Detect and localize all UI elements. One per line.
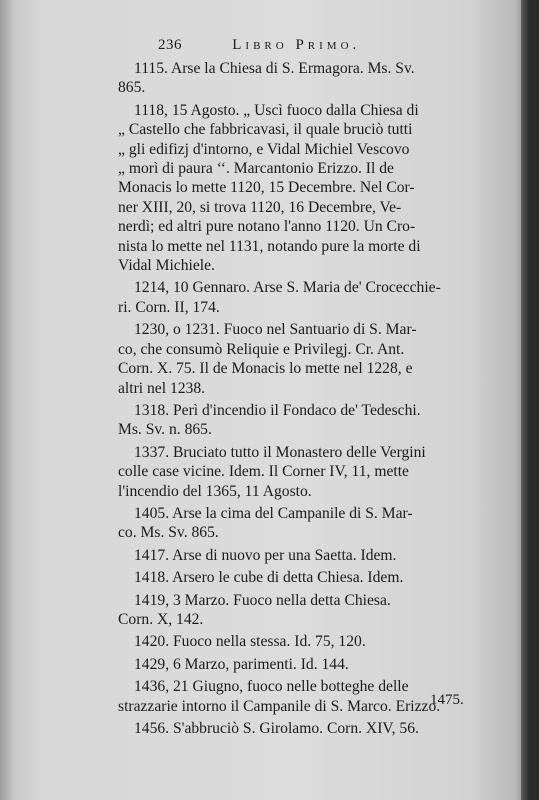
- running-title: Libro Primo.: [232, 37, 361, 53]
- entry-line: altri nel 1238.: [118, 379, 206, 397]
- entry-line: „ Castello che fabbricavasi, il quale bruciò tutti: [118, 121, 413, 139]
- entry-line: nerdì; ed altri pure notano l'anno 1120. Un Cro-: [118, 218, 416, 236]
- entry-line: Ms. Sv. n. 865.: [118, 421, 212, 439]
- entry-line: 1420. Fuoco nella stessa. Id. 75, 120.: [134, 633, 366, 651]
- entry-line: 1456. S'abbruciò S. Girolamo. Corn. XIV, 56.: [134, 720, 419, 737]
- entry-line: 1436, 21 Giugno, fuoco nelle botteghe delle: [134, 678, 409, 696]
- chronology-entry: [118, 632, 516, 651]
- chronology-entry: [118, 655, 516, 674]
- entry-line: 1419, 3 Marzo. Fuoco nella detta Chiesa.: [134, 591, 391, 609]
- entry-line: ner XIII, 20, si trova 1120, 16 Decembre, Ve-: [118, 198, 402, 216]
- chronology-entry: [118, 59, 516, 98]
- entry-line: 1418. Arsero le cube di detta Chiesa. Idem.: [134, 569, 404, 587]
- catchword: 1475.: [430, 692, 464, 708]
- entry-line: co. Ms. Sv. 865.: [118, 524, 219, 542]
- entry-line: colle case vicine. Idem. Il Corner IV, 11, mette: [118, 463, 409, 481]
- entry-line: strazzarie intorno il Campanile di S. Marco. Erizzo.: [118, 697, 441, 715]
- chronology-entries: [118, 59, 516, 738]
- chronology-entry: [118, 401, 516, 440]
- entry-line: l'incendio del 1365, 11 Agosto.: [118, 482, 312, 500]
- entry-line: Corn. X, 142.: [118, 610, 204, 628]
- running-header: [158, 36, 516, 56]
- entry-line: ri. Corn. II, 174.: [118, 298, 220, 316]
- entry-line: 1115. Arse la Chiesa di S. Ermagora. Ms. Sv.: [134, 60, 415, 77]
- chronology-entry: [118, 504, 516, 543]
- entry-line: 1405. Arse la cima del Campanile di S. Mar-: [134, 504, 413, 522]
- entry-line: 1118, 15 Agosto. „ Uscì fuoco dalla Chiesa di: [134, 101, 419, 119]
- entry-line: Monacis lo mette 1120, 15 Decembre. Nel Cor-: [118, 179, 415, 197]
- entry-line: 1230, o 1231. Fuoco nel Santuario di S. Mar-: [134, 321, 417, 339]
- entry-line: 865.: [118, 79, 146, 97]
- page-edge-shadow: [521, 0, 530, 800]
- entry-line: co, che consumò Reliquie e Privilegj. Cr. Ant.: [118, 340, 405, 358]
- entry-line: Corn. X. 75. Il de Monacis lo mette nel 1228, e: [118, 360, 413, 378]
- entry-line: „ gli edifizj d'intorno, e Vidal Michiel Vescovo: [118, 140, 410, 158]
- entry-line: „ morì di paura ‘‘. Marcantonio Erizzo. Il de: [118, 160, 394, 178]
- entry-line: nista lo mette nel 1131, notando pure la morte di: [118, 237, 421, 255]
- entry-line: 1214, 10 Gennaro. Arse S. Maria de' Crocecchie-: [134, 279, 441, 297]
- chronology-entry: [118, 719, 516, 738]
- chronology-entry: [118, 320, 516, 398]
- entry-line: 1429, 6 Marzo, parimenti. Id. 144.: [134, 655, 349, 673]
- chronology-entry: [118, 568, 516, 587]
- page-text-block: [118, 36, 516, 738]
- entry-line: 1337. Bruciato tutto il Monastero delle Vergini: [134, 443, 426, 461]
- entry-line: 1417. Arse di nuovo per una Saetta. Idem.: [134, 546, 397, 564]
- chronology-entry: [118, 443, 516, 501]
- page-number: 236: [158, 37, 182, 53]
- chronology-entry: [118, 101, 516, 276]
- chronology-entry: [118, 591, 516, 630]
- chronology-entry: [118, 278, 516, 317]
- entry-line: 1318. Perì d'incendio il Fondaco de' Tedeschi.: [134, 401, 421, 419]
- chronology-entry: [118, 546, 516, 565]
- entry-line: Vidal Michiele.: [118, 257, 215, 275]
